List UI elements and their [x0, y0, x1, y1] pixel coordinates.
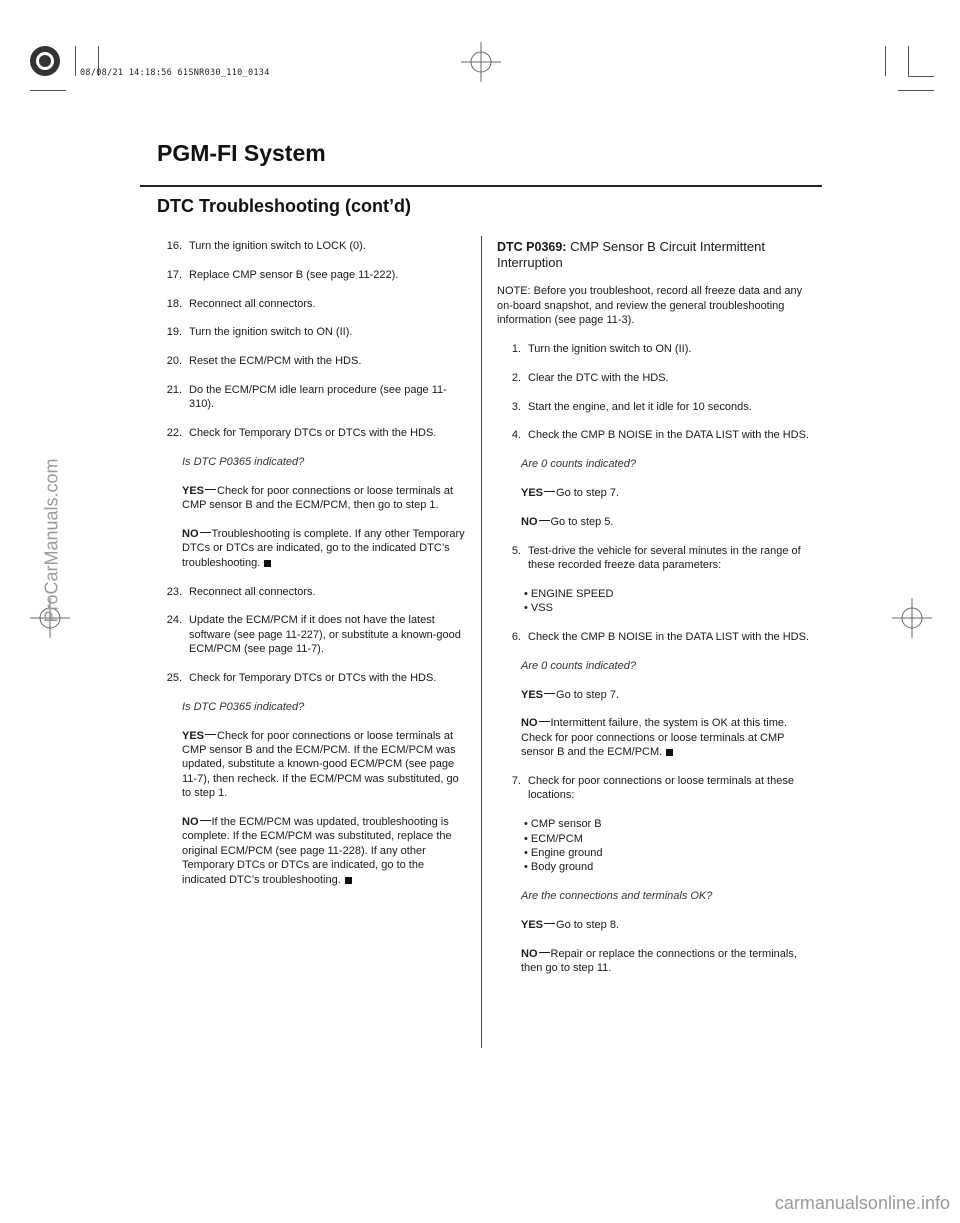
step-number: 2.: [511, 371, 521, 384]
answer-no: [521, 716, 815, 759]
answer-no: [182, 815, 470, 887]
step-number: 16.: [166, 240, 182, 252]
step-text: Check the CMP B NOISE in the DATA LIST with the HDS.: [528, 630, 810, 643]
title-rule: [140, 185, 822, 187]
step-number: 7.: [511, 774, 521, 787]
step-item: [497, 544, 815, 573]
list-item: • CMP sensor B: [524, 818, 602, 831]
step-item: [158, 239, 470, 253]
step-item: [158, 585, 470, 599]
answer-text: Check for poor connections or loose terminals at CMP sensor B and the ECM/PCM, then go to step 1.: [182, 484, 454, 512]
step-item: [497, 774, 815, 803]
step-item: [158, 426, 470, 440]
crosshair-icon: [892, 598, 932, 638]
step-item: [497, 342, 815, 356]
step-number: 5.: [511, 544, 521, 557]
side-watermark: ProCarManuals.com: [41, 458, 62, 623]
step-text: Start the engine, and let it idle for 10 seconds.: [528, 400, 752, 413]
list-item: • ENGINE SPEED: [524, 587, 614, 600]
crop-line: [908, 46, 909, 76]
left-column: [158, 239, 470, 887]
step-number: 6.: [511, 630, 521, 643]
yes-label: YES: [182, 484, 205, 497]
step-text: Clear the DTC with the HDS.: [528, 371, 669, 384]
no-label: NO: [521, 947, 538, 960]
step-item: [158, 354, 470, 368]
answer-yes: [182, 729, 470, 801]
step-item: [158, 383, 470, 412]
crop-line: [898, 90, 934, 91]
step-number: 21.: [166, 383, 182, 396]
step-item: [497, 630, 815, 644]
step-text: Reset the ECM/PCM with the HDS.: [189, 355, 362, 368]
crop-line: [30, 90, 66, 91]
step-number: 20.: [166, 355, 182, 368]
print-stamp: 08/08/21 14:18:56 61SNR030_110_0134: [80, 68, 270, 78]
step-number: 1.: [511, 343, 521, 355]
answer-yes: [521, 918, 815, 932]
step-item: [497, 371, 815, 385]
step-item: [158, 671, 470, 685]
answer-text: Go to step 8.: [556, 919, 619, 931]
crop-line: [908, 76, 934, 77]
step-text: Turn the ignition switch to ON (II).: [528, 343, 692, 355]
step-number: 19.: [166, 326, 182, 339]
no-label: NO: [521, 717, 538, 730]
step-text: Check for Temporary DTCs or DTCs with the HDS.: [189, 427, 437, 440]
yes-label: YES: [521, 919, 544, 931]
step-text: Check for Temporary DTCs or DTCs with the HDS.: [189, 672, 437, 684]
question: Is DTC P0365 indicated?: [182, 455, 305, 468]
crop-line: [75, 46, 76, 76]
step-item: [158, 325, 470, 339]
no-label: NO: [182, 816, 199, 829]
step-number: 3.: [511, 400, 521, 413]
step-text: Check the CMP B NOISE in the DATA LIST with the HDS.: [528, 429, 810, 442]
list-item: • ECM/PCM: [524, 832, 583, 845]
dtc-code: DTC P0369:: [497, 240, 567, 254]
yes-label: YES: [521, 688, 544, 701]
section-title: DTC Troubleshooting (cont’d): [157, 196, 411, 216]
step-number: 24.: [166, 614, 182, 627]
dtc-heading: [497, 239, 815, 270]
step-item: [158, 613, 470, 656]
end-square-icon: [666, 749, 673, 756]
step-number: 4.: [511, 429, 521, 442]
list-item: • Body ground: [524, 861, 594, 874]
answer-yes: [521, 688, 815, 702]
yes-label: YES: [521, 486, 544, 499]
question: Is DTC P0365 indicated?: [182, 700, 305, 713]
step-text: Check for poor connections or loose terminals at these locations:: [528, 774, 794, 802]
step-item: [497, 428, 815, 442]
no-label: NO: [182, 527, 199, 540]
answer-text: Troubleshooting is complete. If any other Temporary DTCs or DTCs are indicated, go to the indicated DTC’s troubleshooting.: [182, 527, 465, 569]
answer-text: Repair or replace the connections or the terminals, then go to step 11.: [521, 947, 797, 975]
crosshair-icon: [461, 42, 501, 82]
step-item: [497, 400, 815, 414]
step-text: Do the ECM/PCM idle learn procedure (see page 11-310).: [189, 383, 447, 411]
answer-no: [521, 515, 815, 529]
step-number: 25.: [166, 672, 182, 684]
step-text: Test-drive the vehicle for several minutes in the range of these recorded freeze data parameters:: [528, 544, 801, 571]
question: Are the connections and terminals OK?: [521, 890, 713, 903]
answer-no: [182, 527, 470, 570]
registration-circle-icon: [28, 44, 62, 78]
answer-text: Go to step 7.: [556, 688, 619, 701]
answer-text: Go to step 7.: [556, 486, 619, 499]
no-label: NO: [521, 515, 538, 528]
step-number: 22.: [166, 427, 182, 440]
step-text: Reconnect all connectors.: [189, 585, 316, 598]
crop-line: [885, 46, 886, 76]
step-text: Turn the ignition switch to LOCK (0).: [189, 240, 366, 252]
answer-text: Go to step 5.: [550, 515, 614, 528]
step-number: 23.: [166, 585, 182, 598]
answer-yes: [521, 486, 815, 500]
answer-yes: [182, 484, 470, 513]
parameter-list: [524, 587, 815, 616]
yes-label: YES: [182, 729, 205, 742]
dtc-title: CMP Sensor B Circuit Intermittent Interruption: [497, 239, 765, 270]
question: Are 0 counts indicated?: [521, 659, 636, 672]
step-text: Replace CMP sensor B (see page 11-222).: [189, 268, 399, 281]
step-number: 17.: [166, 268, 182, 281]
location-list: [524, 817, 815, 875]
answer-text: Intermittent failure, the system is OK at this time. Check for poor connections or loose terminals at CMP sensor B and the ECM/PCM.: [521, 717, 788, 759]
column-divider: [481, 236, 482, 1048]
right-column: [497, 239, 815, 976]
step-number: 18.: [166, 297, 182, 310]
step-text: Update the ECM/PCM if it does not have the latest software (see page 11-227), or substitute a known-good ECM/PCM (see page 11-7).: [189, 614, 461, 656]
question: Are 0 counts indicated?: [521, 458, 636, 471]
footer-watermark: carmanualsonline.info: [774, 1193, 950, 1213]
answer-text: If the ECM/PCM was updated, troubleshooting is complete. If the ECM/PCM was substituted, replace the original ECM/PCM (see page 11-228). If any other Temporary DTCs or DTCs are indicated, go to the indicated DTC’s troubleshooting.: [182, 816, 452, 886]
step-item: [158, 268, 470, 282]
note: NOTE: Before you troubleshoot, record all freeze data and any on-board snapshot, and review the general troubleshooting information (see page 11-3).: [497, 285, 803, 327]
answer-text: Check for poor connections or loose terminals at CMP sensor B and the ECM/PCM. If the ECM/PCM was updated, substitute a known-good ECM/PCM (see page 11-7), then recheck. If the ECM/PCM was substituted, go to step 1.: [182, 729, 459, 800]
step-item: [158, 297, 470, 311]
list-item: • VSS: [524, 602, 553, 615]
step-text: Reconnect all connectors.: [189, 297, 316, 310]
end-square-icon: [345, 877, 352, 884]
end-square-icon: [264, 560, 271, 567]
answer-no: [521, 947, 815, 976]
page-title: PGM-FI System: [157, 140, 326, 166]
list-item: • Engine ground: [524, 847, 603, 859]
step-text: Turn the ignition switch to ON (II).: [189, 326, 353, 339]
